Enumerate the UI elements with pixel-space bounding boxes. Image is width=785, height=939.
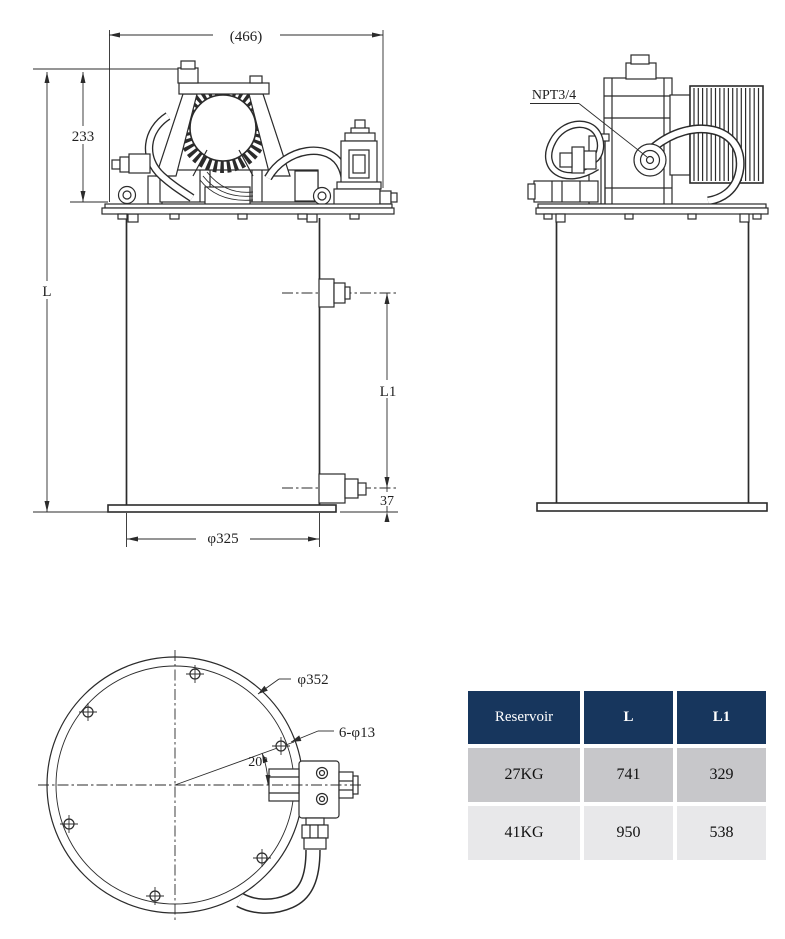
motor-face: [190, 95, 256, 161]
dim-flange-diameter-label: φ352: [297, 672, 329, 688]
table-header-L: L: [584, 691, 673, 744]
upper-port: [319, 279, 334, 307]
table-cell-reservoir-27kg: 27KG: [468, 748, 580, 802]
dim-hole-angle-label: 20°: [248, 755, 268, 770]
front-tank-base: [108, 505, 336, 512]
side-view: [528, 55, 768, 511]
dim-port-span-label: L1: [379, 384, 397, 400]
dimension-L: [38, 72, 56, 512]
table-cell-L1-41kg: 538: [677, 806, 766, 860]
front-mounting-plate: [105, 204, 392, 208]
dimension-37: [375, 488, 399, 522]
front-view: [33, 29, 400, 547]
side-tank-base: [537, 503, 767, 511]
table-cell-reservoir-41kg: 41KG: [468, 806, 580, 860]
npt-port-label: NPT3/4: [531, 88, 577, 103]
dimension-L1: [375, 293, 400, 488]
flange-diameter-label-group: [258, 672, 329, 694]
front-solenoid-valve: [334, 120, 397, 207]
side-pump-assembly: [528, 55, 768, 222]
table-cell-L1-27kg: 329: [677, 748, 766, 802]
reservoir-spec-table: [468, 691, 766, 860]
bottom-view: [38, 650, 375, 920]
dim-total-height-label: L: [42, 284, 52, 300]
table-cell-L-27kg: 741: [584, 748, 673, 802]
dim-bolt-holes-label: 6-φ13: [338, 725, 376, 741]
dimension-phi325: [127, 528, 319, 547]
table-cell-L-41kg: 950: [584, 806, 673, 860]
dim-tank-diameter-label: φ325: [207, 531, 239, 547]
side-mounting-plate: [538, 204, 766, 208]
front-shaft-tip: [112, 160, 120, 169]
bolt-holes-label-group: [291, 725, 375, 742]
dim-width-label: (466): [229, 29, 263, 45]
front-tank: [108, 214, 336, 512]
dim-pump-height-label: 233: [71, 129, 95, 145]
hose-hex-nut: [302, 825, 328, 838]
side-top-box: [626, 63, 656, 79]
side-tank: [537, 218, 767, 511]
dim-drain-offset-label: 37: [380, 494, 394, 509]
motor-top-bracket: [179, 83, 269, 94]
table-header-L1: L1: [677, 691, 766, 744]
lower-port: [319, 474, 345, 503]
dimension-466: [109, 29, 383, 45]
dimension-233: [67, 72, 99, 202]
front-pump-assembly: [102, 61, 397, 219]
table-header-reservoir: Reservoir: [468, 691, 580, 744]
angle-dimension: [248, 753, 270, 785]
motor-terminal-box: [178, 68, 198, 83]
side-lower-cylinder: [534, 181, 598, 202]
